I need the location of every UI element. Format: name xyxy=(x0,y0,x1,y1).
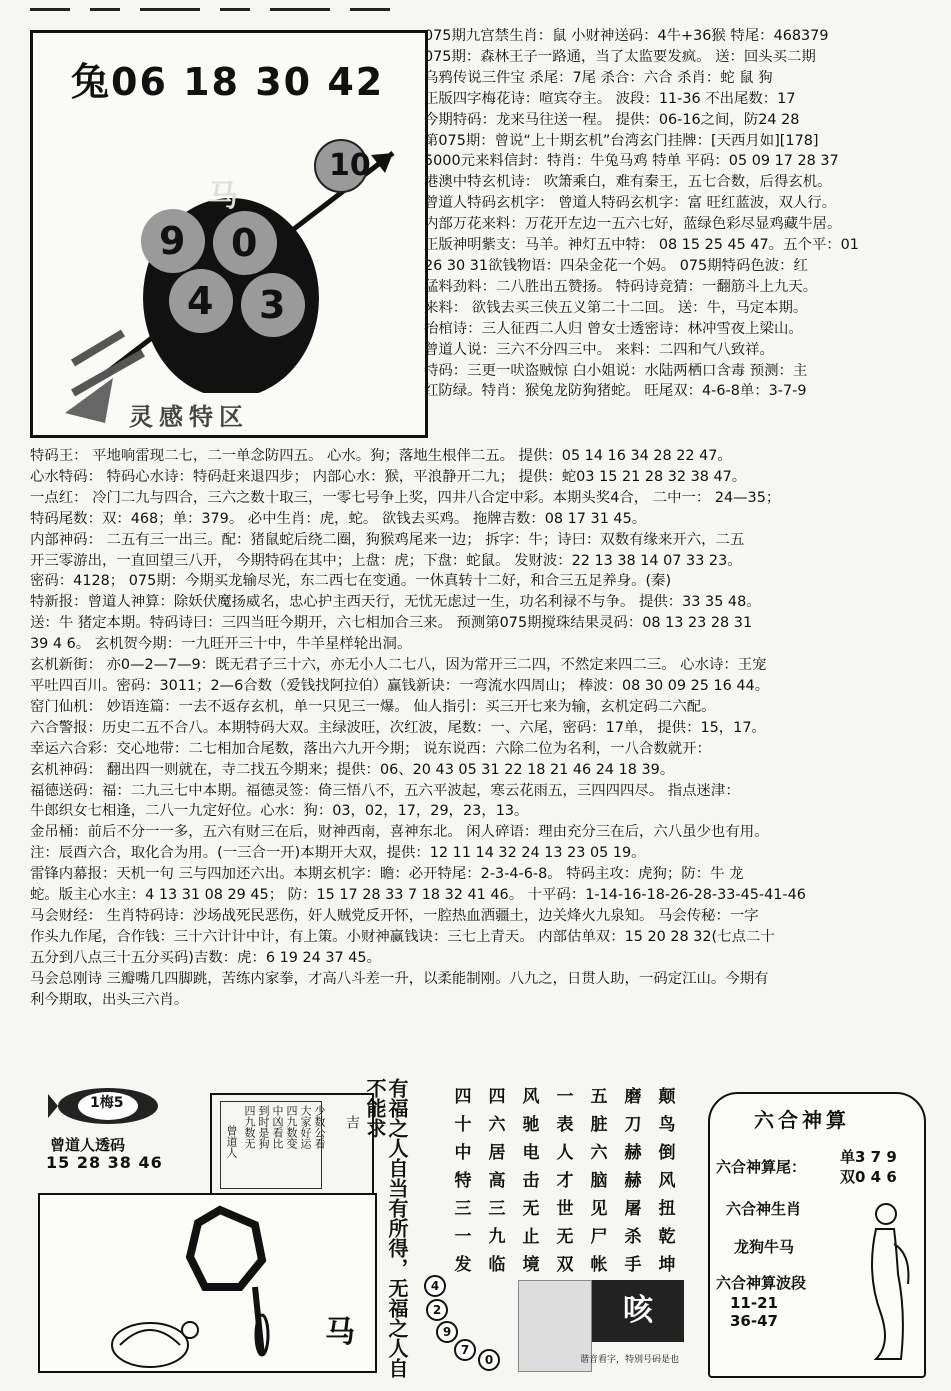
grid-cell: 扭 xyxy=(658,1199,676,1219)
grid-cell: 赫 xyxy=(624,1143,642,1163)
grid-cell: 刀 xyxy=(624,1115,642,1135)
strip-dash xyxy=(140,8,200,11)
text-line: 窑门仙机： 妙语连篇：一去不返存玄机，单一只见三一爆。 仙人指引：买三开七来为输，玄机定码二六配。 xyxy=(30,698,716,715)
text-line: 特码尾数：双：468；单：379。 必中生肖：虎，蛇。 欲钱去买鸡。 拖牌吉数：08 17 31 45。 xyxy=(30,510,647,527)
badge-text: 1梅5 xyxy=(90,1095,124,1111)
grid-cell: 人 xyxy=(556,1143,574,1163)
grid-cell: 脏 xyxy=(590,1115,608,1135)
strip-dash xyxy=(90,8,120,11)
poem-column: 四九数变 xyxy=(285,1105,298,1149)
grid-cell: 高 xyxy=(488,1171,506,1191)
text-line: 猛料劲料：二八胜出五赞扬。 特码诗竞猜：一翻筋斗上九天。 xyxy=(424,278,818,295)
text-line: 内部神码： 二五有三一出三。配：猪鼠蛇后绕二圈，狗猴鸡尾来一边； 拆字：牛；诗曰：双数有缘来开六，二五 xyxy=(30,531,745,548)
text-line: 抬棺诗：三人征西二人归 曾女士透密诗：林冲雪夜上梁山。 xyxy=(424,320,803,337)
text-line: 马会财经： 生肖特码诗：沙场战死民恶伤，奸人贼党反开怀，一腔热血洒疆土，边关烽火九泉知。 马会传秘：一字 xyxy=(30,907,759,924)
liuhe-shensuan-box xyxy=(708,1092,926,1378)
text-line: 港澳中特玄机诗： 吹箫乘白，难有秦王，五七合数，后得玄机。 xyxy=(424,174,832,191)
top-decoration-strip xyxy=(0,0,951,20)
grid-cell: 尸 xyxy=(590,1227,608,1247)
text-line: 牛郎织女七相逢，二八一九定好位。心水：狗：03，02，17，29，23，13。 xyxy=(30,803,529,820)
shensuan-shengxiao-value: 龙狗牛马 xyxy=(734,1238,795,1256)
grid-cell: 一 xyxy=(454,1227,472,1247)
immortal-figure-icon xyxy=(846,1194,916,1364)
horse-character: 马 xyxy=(208,179,238,214)
grid-row xyxy=(446,1194,696,1222)
character-grid xyxy=(446,1082,696,1278)
text-line: 马会总刚诗 三瓣嘴几四脚跳，苦练内家拳，才高八斗差一升，以柔能制刚。八九之，日贯人助，一码定江山。今期有 xyxy=(30,970,769,987)
number-circles xyxy=(418,1265,518,1375)
grid-cell: 杀 xyxy=(624,1227,642,1247)
text-line: 开三零游出，一直回望三八开， 今期特码在其中；上盘：虎；下盘：蛇鼠。 发财波：22 13 38 14 07 33 23。 xyxy=(30,552,742,569)
shensuan-title: 六合神算 xyxy=(754,1108,850,1132)
shensuan-boduan-label: 六合神算波段 xyxy=(716,1274,807,1292)
text-line: 一点红： 冷门二九与四合，三六之数十取三，一零七号争上奖，四井八合定中彩。本期头奖4合， 二中一： 24—35； xyxy=(30,489,781,506)
text-line: 曾道人说：三六不分四三中。 来料：二四和气八致祥。 xyxy=(424,341,774,358)
text-line: 第075期：曾说“上十期玄机”台湾玄门挂牌：[天西月如][178] xyxy=(424,132,819,149)
code-label: 曾道人透码 xyxy=(50,1136,126,1154)
hai-caption: 谐音看字，特别号码是也 xyxy=(580,1355,680,1365)
grid-cell: 驰 xyxy=(522,1115,540,1135)
horse-label: 马 xyxy=(325,1315,355,1350)
main-text-block xyxy=(30,446,934,1010)
grid-cell: 无 xyxy=(522,1199,540,1219)
grid-cell: 表 xyxy=(556,1115,574,1135)
grid-cell: 四 xyxy=(488,1087,506,1107)
grid-cell: 风 xyxy=(658,1171,676,1191)
number-circle: 7 xyxy=(454,1339,476,1361)
poem-signature: 曾道人 xyxy=(225,1125,238,1158)
text-line: 正版四字梅花诗：喧宾夺主。 波段：11-36 不出尾数：17 xyxy=(424,90,796,107)
text-line: 乌鸦传说三件宝 杀尾：7尾 杀合：六合 杀肖：蛇 鼠 狗 xyxy=(424,69,773,86)
strip-dash xyxy=(30,8,70,11)
grid-row xyxy=(446,1166,696,1194)
poem-box xyxy=(210,1093,374,1197)
grid-cell: 一 xyxy=(556,1087,574,1107)
zeng-daoren-code-box xyxy=(38,1082,198,1182)
text-line: 5000元来料信封：特肖：牛兔马鸡 特单 平码：05 09 17 28 37 xyxy=(424,153,839,170)
panel-title: 兔06 18 30 42 xyxy=(71,60,385,104)
text-line: 特码王： 平地响雷现二七，二一单念防四五。 心水。狗；落地生根伴二五。 提供：05 14 16 34 28 22 47。 xyxy=(30,448,732,464)
ball-number: 9 xyxy=(159,219,186,263)
grid-cell: 特 xyxy=(454,1171,472,1191)
text-line: 曾道人特码玄机字： 曾道人特码玄机字：富 旺红蓝波，双人行。 xyxy=(424,195,837,212)
text-line: 26 30 31欲钱物语：四朵金花一个妈。 075期特码色波：红 xyxy=(424,257,808,274)
grid-cell: 发 xyxy=(454,1255,472,1275)
grid-cell: 脑 xyxy=(590,1171,608,1191)
grid-cell: 居 xyxy=(488,1143,506,1163)
grid-cell: 六 xyxy=(488,1115,506,1135)
grid-cell: 手 xyxy=(624,1255,642,1275)
text-line: 今期特码：龙来马往送一程。 提供：06-16之间，防24 28 xyxy=(424,111,800,128)
poem-column: 中凶看比 xyxy=(271,1105,284,1149)
grid-cell: 四 xyxy=(454,1087,472,1107)
text-line: 红防绿。特肖：猴兔龙防狗猪蛇。 旺尾双：4-6-8单：3-7-9 xyxy=(424,383,807,400)
poem-column: 到时是狗 xyxy=(257,1105,270,1149)
text-line: 平吐四百川。密码：3011；2—6合数（爱钱找阿拉伯）赢钱新诀：一弯流水四周山； 棒波：08 30 09 25 16 44。 xyxy=(30,677,770,694)
text-line: 玄机新街： 亦0—2—7—9：既无君子三十六，亦无小人二七八，因为常开三二四，不然定来四二三。 心水诗：王宠 xyxy=(30,657,767,674)
grid-row xyxy=(446,1222,696,1250)
text-line: 玄机神码： 翻出四一则就在，寺二找五今期来；提供：06、20 43 05 31 22 18 21 46 24 18 39。 xyxy=(30,761,675,778)
shensuan-wei-single: 单3 7 9 xyxy=(840,1148,897,1166)
text-line: 心水特码： 特码心水诗：特码赶来退四步； 内部心水：猴，平浪静开二九； 提供：蛇03 15 21 28 32 38 47。 xyxy=(30,468,747,485)
text-line: 金吊桶：前后不分一一多，五六有财三在后，财神西南，喜神东北。 闲人碎语：理由充分三在后，六八虽少也有用。 xyxy=(30,824,769,841)
grid-cell: 六 xyxy=(590,1143,608,1163)
grid-cell: 双 xyxy=(556,1255,574,1275)
grid-row xyxy=(446,1138,696,1166)
grid-cell: 十 xyxy=(454,1115,472,1135)
hai-character-box: 咳 xyxy=(592,1280,684,1342)
right-column-text xyxy=(424,26,934,402)
text-line: 蛇。版主心水主：4 13 31 08 29 45； 防：15 17 28 33 7 18 32 41 46。 十平码：1-14-16-18-26-28-33-45-41-46 xyxy=(30,887,806,904)
lucky-ball-panel xyxy=(30,30,428,438)
poem-column: 吉 xyxy=(344,1115,360,1129)
text-line: 幸运六合彩：交心地带：二七相加合尾数，落出六九开今期； 说东说西：六除二位为名利，一八合数就开： xyxy=(30,740,711,757)
ball-number: 0 xyxy=(231,221,258,265)
grid-cell: 乾 xyxy=(658,1227,676,1247)
shensuan-boduan-2: 36-47 xyxy=(730,1312,778,1330)
ball-number: 4 xyxy=(187,279,214,323)
shensuan-wei-label: 六合神算尾： xyxy=(716,1158,807,1176)
text-line: 雷锋内幕报：天机一句 三与四加还六出。本期玄机字：瞻：必开特尾：2-3-4-6-8。 特码主攻：虎狗；防：牛 龙 xyxy=(30,866,744,883)
grid-cell: 见 xyxy=(590,1199,608,1219)
code-numbers: 15 28 38 46 xyxy=(46,1153,163,1172)
number-circle: 2 xyxy=(426,1299,448,1321)
grid-cell: 三 xyxy=(454,1199,472,1219)
shensuan-boduan-1: 11-21 xyxy=(730,1294,778,1312)
text-line: 密码：4128； 075期：今期买龙输尽光，东二西七在变通。一休真转十二好，和合三五足养身。(秦) xyxy=(30,573,672,590)
grid-row xyxy=(446,1110,696,1138)
number-circle: 0 xyxy=(478,1349,500,1371)
text-line: 利今期取，出头三六肖。 xyxy=(30,991,189,1008)
text-line: 39 4 6。 玄机贺今期：一九旺开三十中，牛羊星样轮出洞。 xyxy=(30,636,412,653)
grid-cell: 电 xyxy=(522,1143,540,1163)
grid-cell: 颠 xyxy=(658,1087,676,1107)
text-line: 五分到八点三十五分买码)吉数：虎：6 19 24 37 45。 xyxy=(30,949,381,966)
poem-column: 少数公看 xyxy=(313,1105,326,1149)
grid-cell: 三 xyxy=(488,1199,506,1219)
number-circle: 9 xyxy=(436,1321,458,1343)
brand-logo: 灵感特区 xyxy=(129,403,249,431)
sketch-box xyxy=(38,1193,377,1373)
grid-cell: 屠 xyxy=(624,1199,642,1219)
grid-row xyxy=(446,1082,696,1110)
grid-cell: 境 xyxy=(522,1255,540,1275)
grid-cell: 九 xyxy=(488,1227,506,1247)
shensuan-wei-double: 双0 4 6 xyxy=(840,1168,897,1186)
text-line: 特码：三更一吠盗贼惊 白小姐说：水陆两栖口含毒 预测：主 xyxy=(424,362,808,379)
text-line: 特新报：曾道人神算：除妖伏魔扬威名，忠心护主西天行，无忧无虑过一生，功名利禄不与争。 提供：33 35 48。 xyxy=(30,594,761,611)
grid-cell: 风 xyxy=(522,1087,540,1107)
grid-cell: 世 xyxy=(556,1199,574,1219)
grid-cell: 赫 xyxy=(624,1171,642,1191)
grid-cell: 帐 xyxy=(590,1255,608,1275)
text-line: 作头九作尾，合作钱：三十六计计中计，有上策。小财神赢钱诀：三七上青天。 内部估单双：15 20 28 32(七点二十 xyxy=(30,928,775,945)
grid-cell: 击 xyxy=(522,1171,540,1191)
text-line: 福德送码：福：二九三七中本期。福德灵签：倚三悟八不，五六平波起，寒云花雨五，三四四四尽。 指点迷津： xyxy=(30,782,740,799)
text-line: 075期九宫禁生肖：鼠 小财神送码：4牛+36猴 特尾：468379 xyxy=(424,28,829,44)
grid-cell: 坤 xyxy=(658,1255,676,1275)
strip-dash xyxy=(270,8,330,11)
poem-column: 四九数无 xyxy=(243,1105,256,1149)
text-line: 来料： 欲钱去买三侠五义第二十二回。 送：牛，马定本期。 xyxy=(424,299,808,316)
grid-cell: 无 xyxy=(556,1227,574,1247)
grid-cell: 才 xyxy=(556,1171,574,1191)
grid-cell: 鸟 xyxy=(658,1115,676,1135)
text-line: 075期：森林王子一路通，当了太监要发疯。 送：回头买二期 xyxy=(424,48,816,65)
ball-number: 10 xyxy=(329,148,371,183)
text-line: 正版神明紫支：马羊。神灯五中特： 08 15 25 45 47。五个平：01 xyxy=(424,237,859,254)
shensuan-shengxiao-label: 六合神生肖 xyxy=(726,1200,802,1218)
text-line: 注：辰酉六合，取化合为用。(一三合一开)本期开大双，提供：12 11 14 32 24 13 23 05 19。 xyxy=(30,845,646,862)
strip-dash xyxy=(350,8,390,11)
grid-cell: 磨 xyxy=(624,1087,642,1107)
number-circle: 4 xyxy=(424,1275,446,1297)
grid-cell: 中 xyxy=(454,1143,472,1163)
vertical-proverb: 有福之人自当有所得，无福之人自不能求 xyxy=(363,1078,409,1378)
text-line: 送：牛 猪定本期。特码诗曰：三四当旺今期开，六七相加合三来。 预测第075期搅珠结果灵码：08 13 23 28 31 xyxy=(30,615,753,632)
ball-number: 3 xyxy=(259,283,286,327)
text-line: 六合警报：历史二五不合八。本期特码大双。主绿波旺，次红波，尾数：一、六尾，密码：17单， 提供：15，17。 xyxy=(30,719,766,736)
grid-cell: 五 xyxy=(590,1087,608,1107)
poem-column: 大家好运 xyxy=(299,1105,312,1149)
text-line: 内部万花来料：万花开左边一五六七好，蓝绿色彩尽显鸡藏牛居。 xyxy=(424,216,842,233)
strip-dash xyxy=(220,8,250,11)
grid-cell: 临 xyxy=(488,1255,506,1275)
grid-cell: 倒 xyxy=(658,1143,676,1163)
grid-cell: 止 xyxy=(522,1227,540,1247)
